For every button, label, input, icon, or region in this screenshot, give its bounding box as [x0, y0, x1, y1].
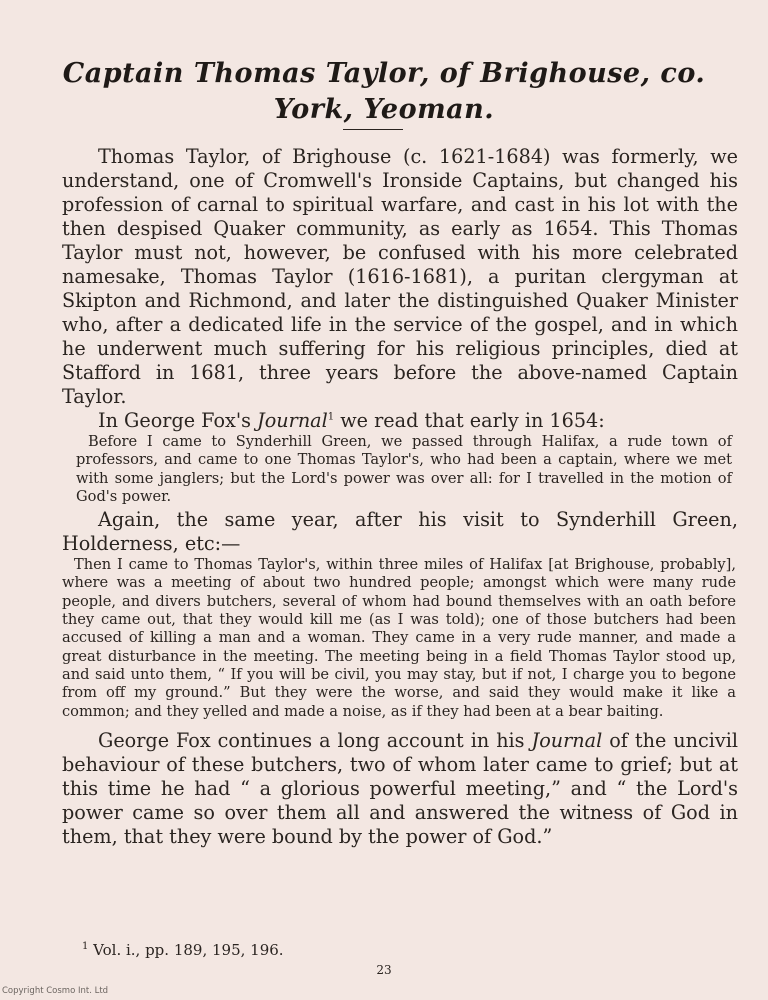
- footnote-number: 1: [82, 941, 89, 952]
- block-quote-1: Before I came to Synderhill Green, we passed through Halifax, a rude town of professors, and came to one Thomas Taylor's, who had been a captain, where we met with some janglers; but the Lord's power was over all: for I travelled in the motion of God's power.: [76, 433, 732, 505]
- paragraph-4-lead: George Fox continues a long account in his: [98, 728, 532, 752]
- article-body: [62, 145, 738, 849]
- footnote-mark: 1: [327, 411, 335, 423]
- paragraph-4-tail: of the uncivil behaviour of these butchers, two of whom later came to grief; but at this time he had “ a glorious powerful meeting,” and “ the Lord's power came so over them all and answered the witness of God in them, that they were bound by the power of God.”: [62, 728, 739, 848]
- paragraph-4: [62, 729, 738, 849]
- paragraph-2-tail: we read that early in 1654:: [334, 409, 605, 432]
- paragraph-3: Again, the same year, after his visit to Synderhill Green, Holderness, etc:—: [62, 508, 738, 556]
- copyright-notice: Copyright Cosmo Int. Ltd: [2, 986, 109, 996]
- footnote-text: Vol. i., pp. 189, 195, 196.: [93, 941, 284, 959]
- journal-title: Journal: [531, 728, 603, 752]
- footnote: [82, 940, 284, 960]
- block-quote-2: Then I came to Thomas Taylor's, within three miles of Halifax [at Brighouse, probably], where was a meeting of about two hundred people; amongst which were many rude people, and divers butchers, several of whom had bound themselves with an oath before they came out, that they would kill me (as I was told); one of those butchers had been accused of killing a man and a woman. They came in a very rude manner, and made a great disturbance in the meeting. The meeting being in a field Thomas Taylor stood up, and said unto them, “ If you will be civil, you may stay, but if not, I charge you to begone from off my ground.” But they were the worse, and said they would make it like a common; and they yelled and made a noise, as if they had been at a bear baiting.: [62, 556, 736, 720]
- page-title: Captain Thomas Taylor, of Brighouse, co. York, Yeoman.: [62, 58, 706, 125]
- paragraph-1: Thomas Taylor, of Brighouse (c. 1621-1684) was formerly, we understand, one of Cromwell's Ironside Captains, but changed his profession of carnal to spiritual warfare, and cast in his lot with the then despised Quaker community, as early as 1654. This Thomas Taylor must not, however, be confused with his more celebrated namesake, Thomas Taylor (1616-1681), a puritan clergyman at Skipton and Richmond, and later the distinguished Quaker Minister who, after a dedicated life in the service of the gospel, and in which he underwent much suffering for his religious principles, died at Stafford in 1681, three years before the above-named Captain Taylor.: [62, 145, 738, 408]
- page-number: 23: [376, 963, 392, 977]
- title-rule: [343, 129, 403, 130]
- paragraph-2-lead: In George Fox's: [98, 409, 258, 432]
- paragraph-2: [62, 409, 738, 433]
- journal-title: Journal: [257, 409, 328, 432]
